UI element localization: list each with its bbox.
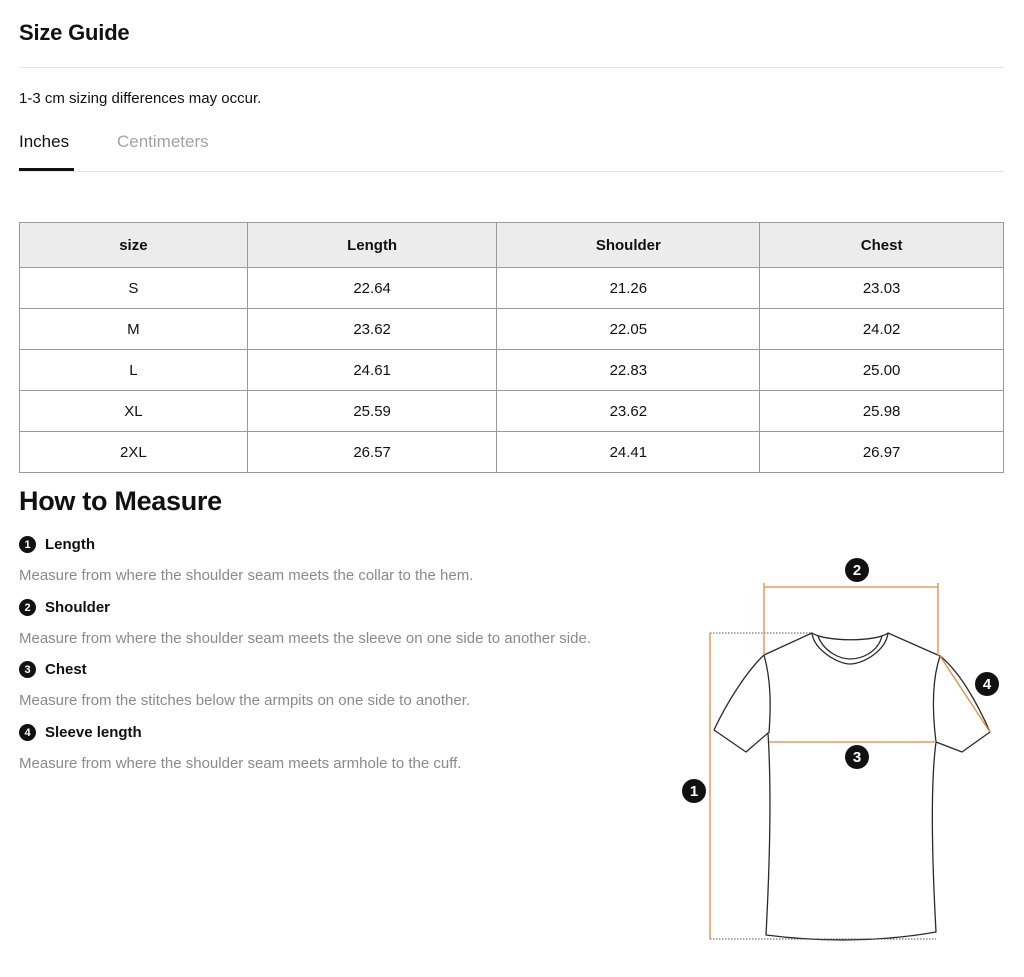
measure-label: Chest (45, 661, 87, 678)
table-cell: M (20, 309, 248, 350)
table-cell: 22.83 (497, 350, 760, 391)
number-1-badge: 1 (19, 536, 36, 553)
measure-description: Measure from where the shoulder seam meets the sleeve on one side to another side. (19, 630, 591, 647)
marker-1-icon (682, 779, 706, 803)
number-4-badge: 4 (19, 724, 36, 741)
table-cell: S (20, 268, 248, 309)
measure-item-sleeve-length (19, 724, 142, 741)
marker-1-label: 1 (689, 783, 699, 800)
measure-label: Length (45, 536, 95, 553)
marker-3-icon (845, 745, 869, 769)
marker-2-label: 2 (852, 562, 862, 579)
table-cell: 25.00 (760, 350, 1004, 391)
measure-description: Measure from where the shoulder seam meets armhole to the cuff. (19, 755, 462, 772)
sizing-note: 1-3 cm sizing differences may occur. (19, 90, 262, 107)
column-header-chest: Chest (760, 223, 1004, 268)
divider (19, 67, 1004, 68)
tshirt-measurement-diagram (680, 550, 1024, 950)
table-row (20, 268, 1004, 309)
number-3-badge: 3 (19, 661, 36, 678)
measure-item-length (19, 536, 95, 553)
table-row (20, 391, 1004, 432)
tshirt-icon (714, 633, 990, 940)
tab-inches[interactable]: Inches (19, 132, 70, 151)
table-cell: 2XL (20, 432, 248, 473)
table-cell: 24.61 (247, 350, 497, 391)
table-cell: 21.26 (497, 268, 760, 309)
measure-label: Shoulder (45, 599, 111, 616)
size-table (19, 222, 1004, 473)
table-cell: 23.62 (247, 309, 497, 350)
table-cell: 25.59 (247, 391, 497, 432)
measure-description: Measure from where the shoulder seam meets the collar to the hem. (19, 567, 474, 584)
marker-4-icon (975, 672, 999, 696)
table-cell: 23.03 (760, 268, 1004, 309)
measure-item-chest (19, 661, 87, 678)
table-cell: 22.05 (497, 309, 760, 350)
table-row (20, 309, 1004, 350)
table-cell: 24.41 (497, 432, 760, 473)
column-header-shoulder: Shoulder (497, 223, 760, 268)
table-cell: L (20, 350, 248, 391)
marker-2-icon (845, 558, 869, 582)
table-row (20, 350, 1004, 391)
column-header-length: Length (247, 223, 497, 268)
tab-centimeters[interactable]: Centimeters (117, 132, 209, 151)
measure-label: Sleeve length (45, 724, 142, 741)
table-cell: 24.02 (760, 309, 1004, 350)
number-2-badge: 2 (19, 599, 36, 616)
column-header-size: size (20, 223, 248, 268)
table-cell: 22.64 (247, 268, 497, 309)
table-cell: 26.57 (247, 432, 497, 473)
page-title: Size Guide (19, 20, 130, 45)
unit-tabs (19, 130, 1004, 172)
table-cell: 23.62 (497, 391, 760, 432)
measure-description: Measure from the stitches below the armpits on one side to another. (19, 692, 471, 709)
active-tab-indicator (19, 168, 74, 171)
how-to-measure-title: How to Measure (19, 486, 222, 516)
table-row (20, 432, 1004, 473)
measure-item-shoulder (19, 599, 110, 616)
table-cell: XL (20, 391, 248, 432)
marker-3-label: 3 (852, 749, 862, 766)
table-header-row (20, 223, 1004, 268)
marker-4-label: 4 (982, 676, 992, 693)
table-cell: 26.97 (760, 432, 1004, 473)
table-cell: 25.98 (760, 391, 1004, 432)
